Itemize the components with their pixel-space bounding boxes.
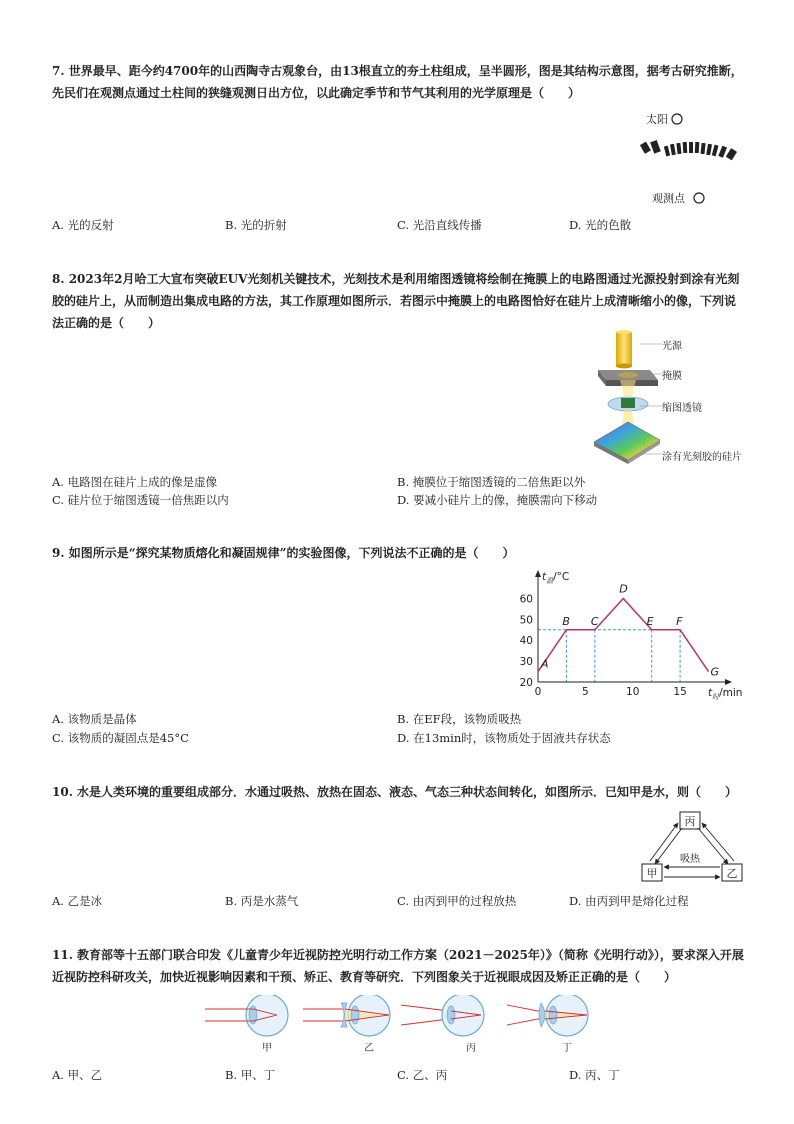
x-axis-label: $t_时/\min$ <box>708 687 743 701</box>
q9-option-d[interactable]: D. 在13min时，该物质处于固液共存状态 <box>397 731 611 745</box>
melting-curve-chart <box>508 560 744 702</box>
q10-option-c[interactable]: C. 由丙到甲的过程放热 <box>397 894 517 908</box>
q9-option-b[interactable]: B. 在EF段，该物质吸热 <box>397 712 522 726</box>
arrow-left-to-top <box>650 823 678 861</box>
light-source-beam <box>616 332 632 366</box>
q10-option-b[interactable]: B. 丙是水蒸气 <box>225 894 299 908</box>
q8-option-c[interactable]: C. 硅片位于缩图透镜一倍焦距以内 <box>52 493 229 507</box>
y-tick-label: 50 <box>519 614 533 627</box>
arrow-right-to-top <box>702 823 734 861</box>
question-9-stem: 9. 如图所示是“探究某物质熔化和凝固规律”的实验图像，下列说法不正确的是（ ） <box>52 546 515 560</box>
q9-option-a[interactable]: A. 该物质是晶体 <box>52 712 137 726</box>
question-7 <box>52 60 747 104</box>
q7-option-c[interactable]: C. 光沿直线传播 <box>397 218 482 232</box>
point-label-a: A <box>541 657 549 671</box>
lithography-leader-lines <box>640 340 664 460</box>
q7-option-b[interactable]: B. 光的折射 <box>225 218 287 232</box>
observatory-figure <box>636 105 746 215</box>
question-10 <box>52 781 747 803</box>
eye-diagram-bing <box>401 995 484 1036</box>
heat-absorb-label: 吸热 <box>680 854 700 865</box>
arrow-top-to-right <box>698 828 728 864</box>
lens-label: 缩图透镜 <box>662 403 702 414</box>
question-10-stem: 10. 水是人类环境的重要组成部分．水通过吸热、放热在固态、液态、气态三种状态间转化，如图所示．已知甲是水，则（ ） <box>52 785 738 799</box>
wafer-label: 涂有光刻胶的硅片 <box>662 452 742 463</box>
x-tick-label: 15 <box>673 686 687 698</box>
x-tick-label: 0 <box>534 686 542 698</box>
question-8-stem: 8. 2023年2月哈工大宣布突破EUV光刻机关键技术，光刻技术是利用缩图透镜将绘制在掩膜上的电路图通过光源投射到涂有光刻胶的硅片上，从而制造出集成电路的方法，其工作原理如图所示．若图示中掩膜上的电路图恰好在硅片上成清晰缩小的像，下列说法正确的是（ ） <box>52 272 740 330</box>
x-tick-label: 5 <box>582 686 589 698</box>
eye-label-ding: 丁 <box>562 1043 572 1054</box>
states-triangle-figure <box>638 808 746 888</box>
question-11 <box>52 944 747 988</box>
y-tick-label: 30 <box>519 656 533 669</box>
question-8 <box>52 268 747 334</box>
point-label-d: D <box>619 582 628 596</box>
q11-option-b[interactable]: B. 甲、丁 <box>225 1068 276 1082</box>
temperature-curve <box>538 598 709 671</box>
q8-option-a[interactable]: A. 电路图在硅片上成的像是虚像 <box>52 475 218 489</box>
point-label-e: E <box>646 614 654 628</box>
q11-option-c[interactable]: C. 乙、丙 <box>397 1068 448 1082</box>
q10-option-a[interactable]: A. 乙是冰 <box>52 894 103 908</box>
y-tick-label: 20 <box>519 677 533 689</box>
eye-label-yi: 乙 <box>364 1043 374 1054</box>
state-top-label: 丙 <box>684 815 696 828</box>
q8-option-d[interactable]: D. 要减小硅片上的像，掩膜需向下移动 <box>397 493 598 507</box>
sun-icon <box>672 114 682 124</box>
arrow-top-to-left <box>655 828 682 864</box>
q7-option-d[interactable]: D. 光的色散 <box>569 218 632 232</box>
y-tick-label: 60 <box>519 593 533 606</box>
question-7-stem: 7. 世界最早、距今约4700年的山西陶寺古观象台，由13根直立的夯土柱组成，呈半圆形，图是其结构示意图，据考古研究推断，先民们在观测点通过土柱间的狭缝观测日出方位，以此确定季节和节气其利用的光学原理是（ ） <box>52 64 743 100</box>
eye-diagram-ding <box>507 995 588 1036</box>
q11-option-a[interactable]: A. 甲、乙 <box>52 1068 103 1082</box>
light-source-label: 光源 <box>662 341 682 352</box>
point-label-c: C <box>590 614 599 628</box>
question-11-stem: 11. 教育部等十五部门联合印发《儿童青少年近视防控光明行动工作方案（2021－2025年）》（简称《光明行动》），要求深入开展近视防控科研攻关，加快近视影响因素和干预、矫正、教育等研究．下列图象关于近视眼成因及矫正正确的是（ ） <box>52 948 744 984</box>
point-label-b: B <box>562 614 570 628</box>
rammed-earth-pillars <box>640 140 737 160</box>
sun-label: 太阳 <box>646 113 668 126</box>
y-axis-arrow <box>535 570 541 577</box>
observer-icon <box>694 193 704 203</box>
eye-diagram-jia <box>205 995 288 1036</box>
x-tick-label: 10 <box>626 686 640 698</box>
y-axis-label: $t_温/^\circ C$ <box>542 571 570 585</box>
mask-label: 掩膜 <box>662 371 682 382</box>
state-left-label: 甲 <box>646 867 658 880</box>
q9-option-c[interactable]: C. 该物质的凝固点是45°C <box>52 731 189 745</box>
eye-diagrams-figure <box>205 995 600 1055</box>
q11-option-d[interactable]: D. 丙、丁 <box>569 1068 620 1082</box>
eye-label-bing: 丙 <box>466 1043 476 1054</box>
q10-option-d[interactable]: D. 由丙到甲是熔化过程 <box>569 894 689 908</box>
eye-diagram-yi <box>303 995 390 1036</box>
eye-label-jia: 甲 <box>262 1043 272 1054</box>
q7-option-a[interactable]: A. 光的反射 <box>52 218 114 232</box>
point-label-f: F <box>676 614 683 628</box>
x-axis-arrow <box>725 679 732 685</box>
y-tick-label: 40 <box>519 635 533 648</box>
state-right-label: 乙 <box>726 867 738 880</box>
point-label-g: G <box>710 665 720 679</box>
observer-label: 观测点 <box>652 192 685 205</box>
q8-option-b[interactable]: B. 掩膜位于缩图透镜的二倍焦距以外 <box>397 475 586 489</box>
